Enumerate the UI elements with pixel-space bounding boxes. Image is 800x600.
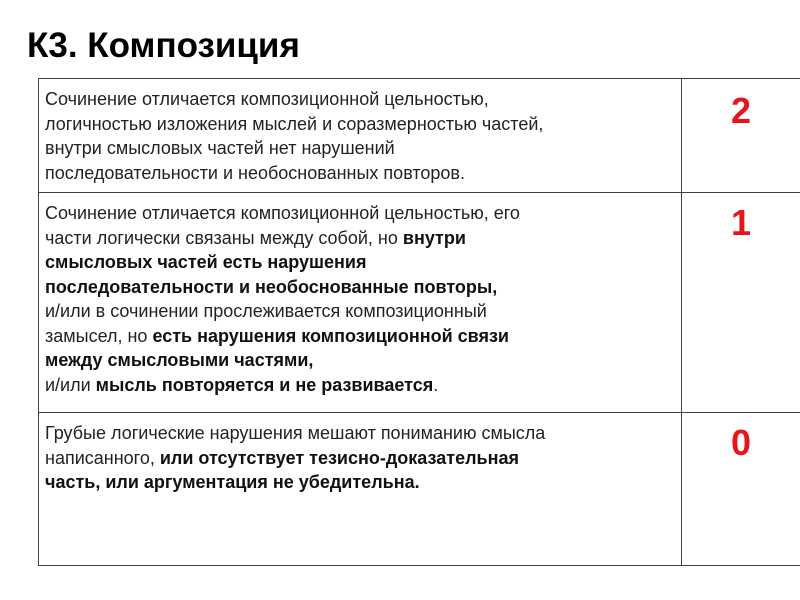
text-fragment: Грубые логические нарушения мешают пониманию смысла	[45, 423, 546, 443]
emphasized-text: или отсутствует тезисно-доказательная	[159, 447, 519, 468]
table-row	[39, 79, 800, 193]
score-cell	[682, 193, 800, 413]
criterion-description-cell	[39, 193, 682, 413]
criterion-description-cell	[39, 413, 682, 566]
emphasized-text: часть, или аргументация не убедительна.	[45, 472, 420, 492]
score-cell	[682, 79, 800, 193]
emphasized-text: смысловых частей есть нарушения	[45, 252, 367, 272]
emphasized-text: между смысловыми частями,	[45, 350, 314, 370]
text-fragment: Сочинение отличается композиционной цельностью,	[45, 89, 489, 109]
emphasized-text: мысль повторяется и не развивается	[95, 374, 434, 395]
criteria-table	[38, 78, 800, 566]
criterion-description	[39, 193, 681, 397]
score-cell	[682, 413, 800, 566]
text-fragment: части логически связаны между собой, но	[45, 227, 403, 248]
score-value: 2	[730, 90, 752, 131]
text-fragment: замысел, но	[45, 325, 153, 346]
criterion-description	[39, 413, 681, 495]
score-value: 0	[730, 422, 752, 463]
page-title: К3. Композиция	[27, 26, 300, 65]
score-value: 1	[730, 202, 752, 243]
text-fragment: Сочинение отличается композиционной цельностью, его	[45, 203, 520, 223]
text-fragment: последовательности и необоснованных повторов.	[45, 162, 465, 183]
criterion-description	[39, 79, 681, 185]
text-fragment: и/или в сочинении прослеживается композиционный	[45, 301, 487, 321]
text-fragment: .	[433, 374, 439, 395]
text-fragment: и/или	[45, 374, 96, 395]
text-fragment: написанного,	[45, 447, 160, 468]
table-row	[39, 193, 800, 413]
table-row	[39, 413, 800, 566]
criterion-description-cell	[39, 79, 682, 193]
emphasized-text: последовательности и необоснованные повторы,	[45, 276, 498, 297]
text-fragment: внутри смысловых частей нет нарушений	[45, 138, 395, 158]
text-fragment: логичностью изложения мыслей и соразмерностью частей,	[45, 113, 544, 134]
emphasized-text: внутри	[402, 227, 466, 248]
emphasized-text: есть нарушения композиционной связи	[152, 325, 509, 346]
